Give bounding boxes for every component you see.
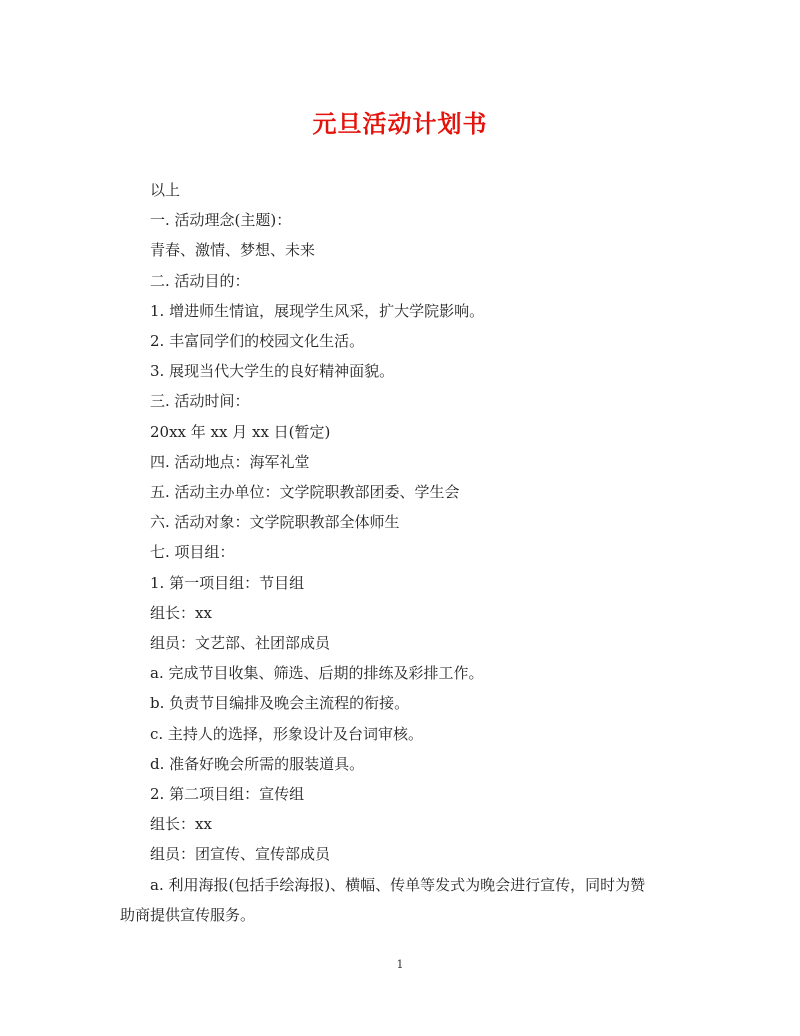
section-heading: 四. 活动地点：海军礼堂 bbox=[150, 452, 310, 471]
section-heading: 二. 活动目的： bbox=[150, 271, 250, 290]
section-heading: 六. 活动对象：文学院职教部全体师生 bbox=[150, 513, 400, 532]
section-heading: 五. 活动主办单位：文学院职教部团委、学生会 bbox=[150, 483, 460, 502]
paragraph: 组长：xx bbox=[150, 603, 212, 622]
list-item: d. 准备好晚会所需的服装道具。 bbox=[150, 754, 365, 773]
document-body bbox=[120, 175, 670, 930]
list-item: c. 主持人的选择，形象设计及台词审核。 bbox=[150, 724, 423, 743]
paragraph: 青春、激情、梦想、未来 bbox=[150, 241, 316, 260]
document-title: 元旦活动计划书 bbox=[312, 109, 488, 138]
list-item: 2. 丰富同学们的校园文化生活。 bbox=[150, 332, 365, 351]
paragraph: 20xx 年 xx 月 xx 日(暂定) bbox=[150, 422, 331, 441]
page-number: 1 bbox=[396, 958, 404, 971]
list-item: 1. 增进师生情谊，展现学生风采，扩大学院影响。 bbox=[150, 301, 485, 320]
list-item: a. 利用海报(包括手绘海报)、横幅、传单等发式为晚会进行宣传，同时为赞助商提供宣传服务。 bbox=[120, 875, 646, 924]
list-item: 3. 展现当代大学生的良好精神面貌。 bbox=[150, 362, 395, 381]
list-item: b. 负责节目编排及晚会主流程的衔接。 bbox=[150, 694, 410, 713]
paragraph: 组员：团宣传、宣传部成员 bbox=[150, 845, 331, 864]
list-item: a. 完成节目收集、筛选、后期的排练及彩排工作。 bbox=[150, 664, 484, 683]
list-item: 1. 第一项目组：节目组 bbox=[150, 573, 305, 592]
section-heading: 七. 项目组： bbox=[150, 543, 235, 562]
section-heading: 一. 活动理念(主题)： bbox=[150, 211, 292, 230]
paragraph: 以上 bbox=[150, 181, 181, 199]
paragraph: 组长：xx bbox=[150, 815, 212, 834]
paragraph: 组员：文艺部、社团部成员 bbox=[150, 634, 331, 653]
list-item: 2. 第二项目组：宣传组 bbox=[150, 785, 305, 804]
section-heading: 三. 活动时间： bbox=[150, 392, 250, 411]
